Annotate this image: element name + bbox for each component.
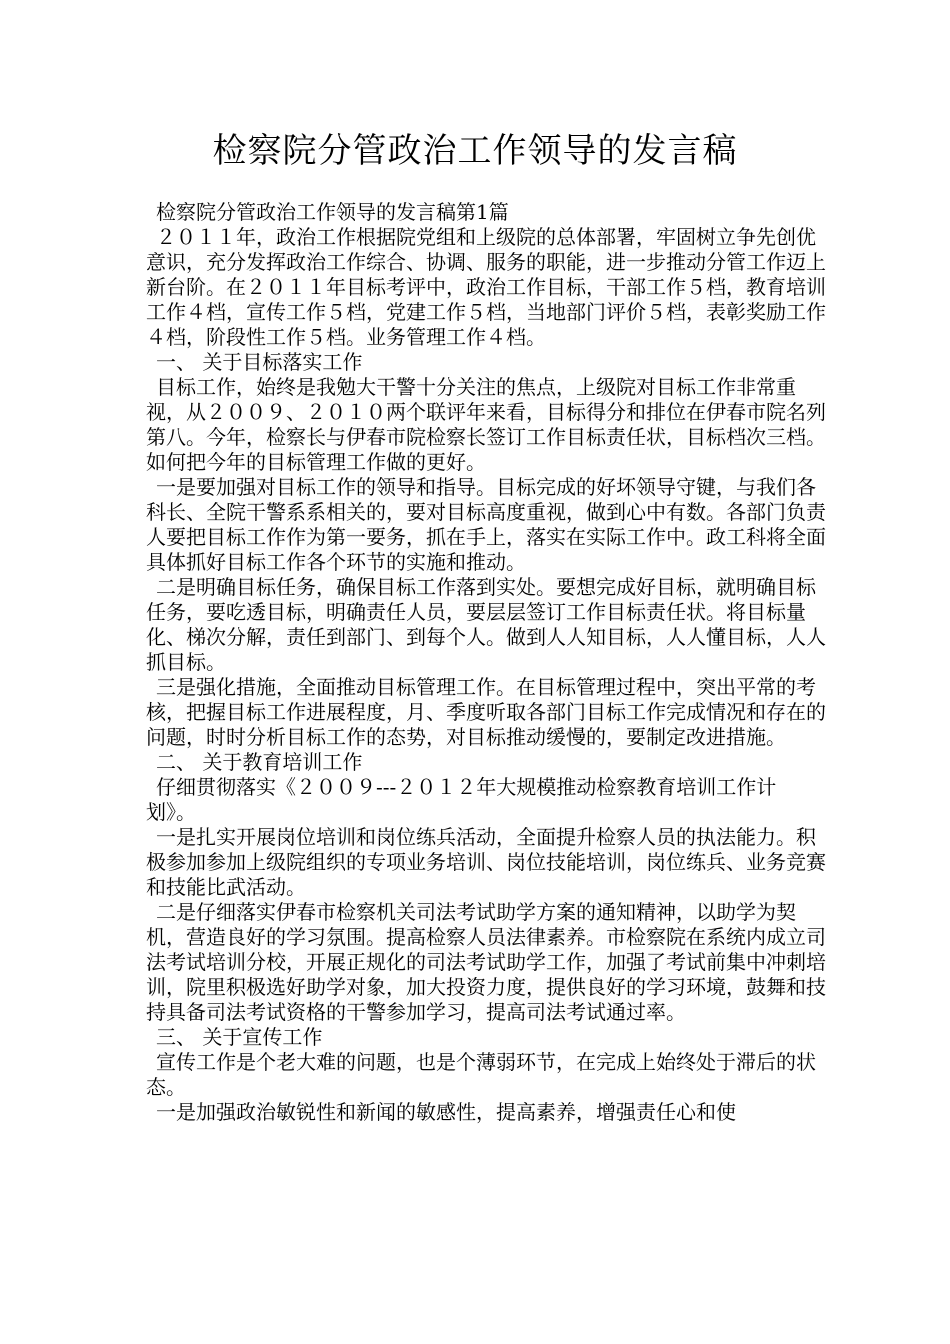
paragraph: 一是加强政治敏锐性和新闻的敏感性，提高素养，增强责任心和使	[156, 1100, 736, 1124]
paragraph: ２０１１年，政治工作根据院党组和上级院的总体部署，牢固树立争先创优意识，充分发挥政治工作综合、协调、服务的职能，进一步推动分管工作迈上新台阶。在２０１１年目标考评中，政治工作目标，干部工作５档，教育培训工作４档，宣传工作５档，党建工作５档，当地部门评价５档，表彰奖励工作４档，阶段性工作５档。业务管理工作４档。	[146, 225, 826, 349]
section-subtitle: 检察院分管政治工作领导的发言稿第1篇	[156, 200, 509, 224]
paragraph: 二是仔细落实伊春市检察机关司法考试助学方案的通知精神，以助学为契机，营造良好的学习氛围。提高检察人员法律素养。市检察院在系统内成立司法考试培训分校，开展正规化的司法考试助学工作，加强了考试前集中冲刺培训，院里积极选好助学对象，加大投资力度，提供良好的学习环境，鼓舞和技持具备司法考试资格的干警参加学习，提高司法考试通过率。	[146, 900, 826, 1024]
paragraph: 仔细贯彻落实《２００９---２０１２年大规模推动检察教育培训工作计划》。	[146, 775, 777, 824]
section-heading-1: 一、 关于目标落实工作	[156, 350, 363, 374]
section-heading-3: 三、 关于宣传工作	[156, 1025, 323, 1049]
paragraph: 目标工作，始终是我勉大干警十分关注的焦点，上级院对目标工作非常重视，从２００９、２０１０两个联评年来看，目标得分和排位在伊春市院名列第八。今年，检察长与伊春市院检察长签订工作目标责任状，目标档次三档。如何把今年的目标管理工作做的更好。	[146, 375, 826, 474]
document-title: 检察院分管政治工作领导的发言稿	[212, 131, 738, 171]
document-body	[146, 200, 826, 1125]
paragraph: 三是强化措施，全面推动目标管理工作。在目标管理过程中，突出平常的考核，把握目标工作进展程度，月、季度听取各部门目标工作完成情况和存在的问题，时时分析目标工作的态势，对目标推动缓慢的，要制定改进措施。	[146, 675, 826, 749]
section-heading-2: 二、 关于教育培训工作	[156, 750, 363, 774]
paragraph: 宣传工作是个老大难的问题，也是个薄弱环节，在完成上始终处于滞后的状态。	[146, 1050, 816, 1099]
paragraph: 一是扎实开展岗位培训和岗位练兵活动，全面提升检察人员的执法能力。积极参加参加上级院组织的专项业务培训、岗位技能培训，岗位练兵、业务竞赛和技能比武活动。	[146, 825, 826, 899]
paragraph: 一是要加强对目标工作的领导和指导。目标完成的好坏领导守键，与我们各科长、全院干警系系相关的，要对目标高度重视，做到心中有数。各部门负责人要把目标工作作为第一要务，抓在手上，落实在实际工作中。政工科将全面具体抓好目标工作各个环节的实施和推动。	[146, 475, 826, 574]
paragraph: 二是明确目标任务，确保目标工作落到实处。要想完成好目标，就明确目标任务，要吃透目标，明确责任人员，要层层签订工作目标责任状。将目标量化、梯次分解，责任到部门、到每个人。做到人人知目标，人人懂目标，人人抓目标。	[146, 575, 826, 674]
